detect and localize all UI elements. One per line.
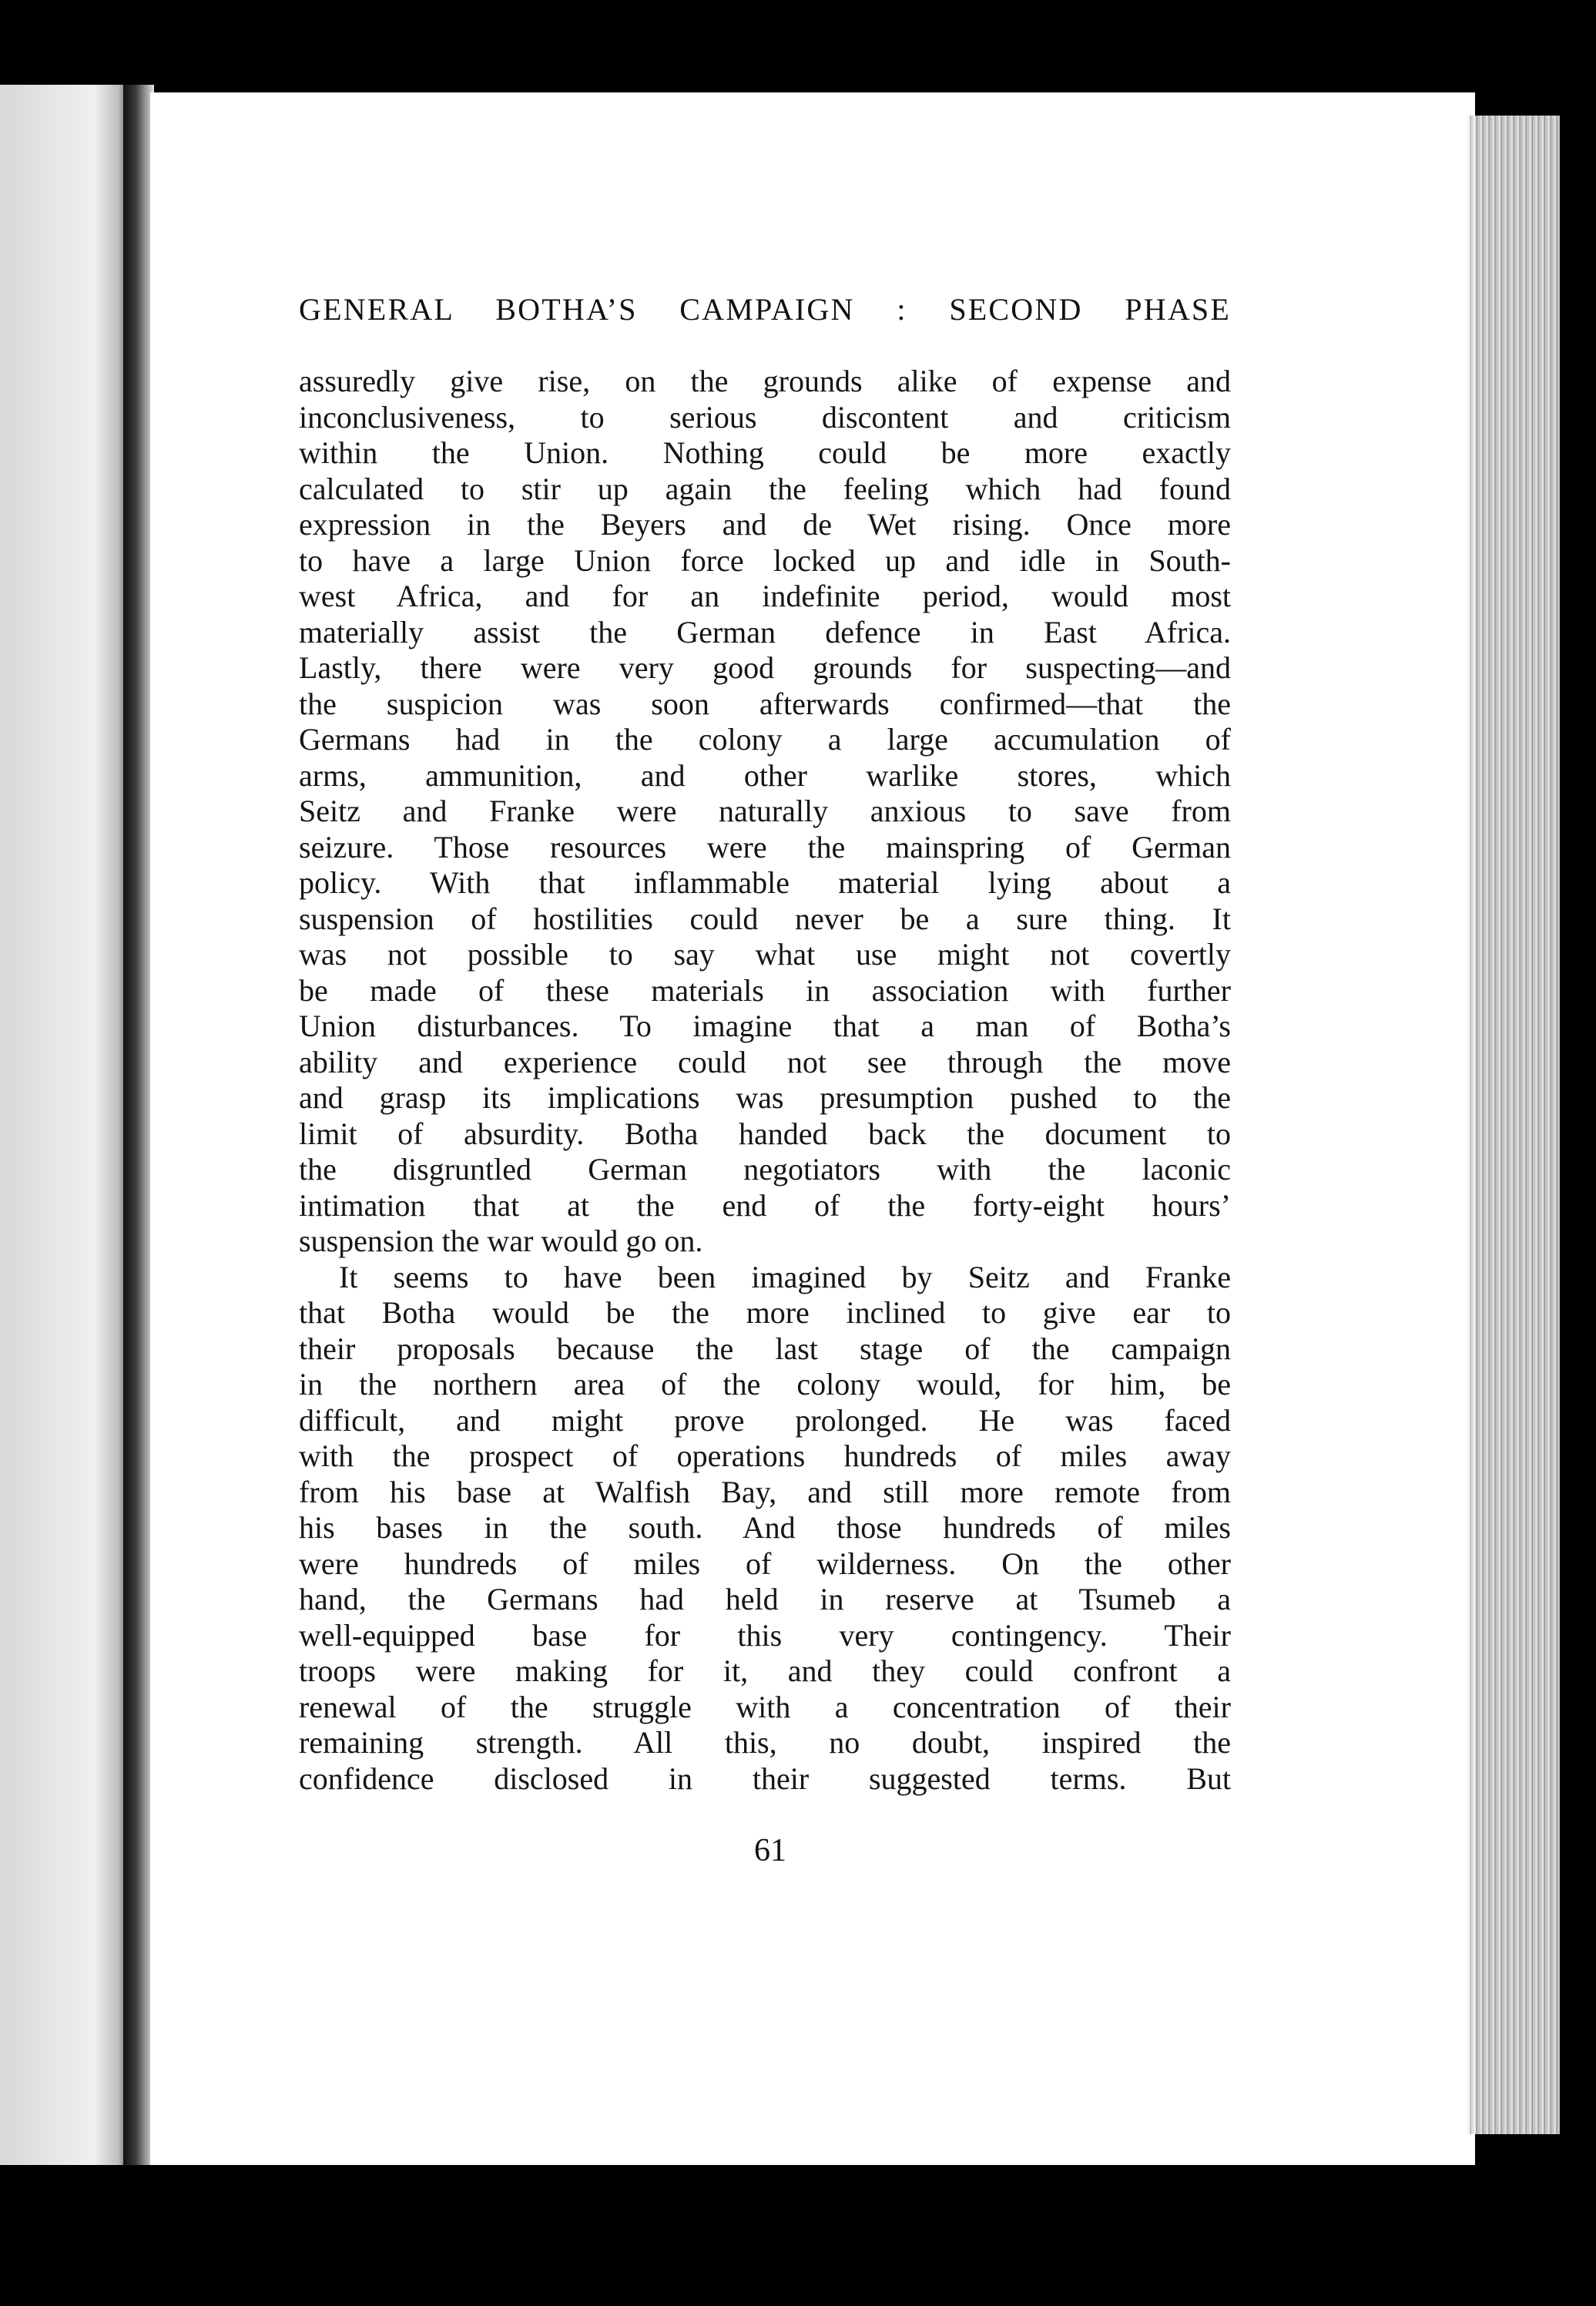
body-text [299, 364, 1231, 1797]
text-line: Seitz and Franke were naturally anxious to save from [299, 794, 1231, 828]
text-line: and grasp its implications was presumption pushed to the [299, 1080, 1231, 1115]
text-line: troops were making for it, and they could confront a [299, 1653, 1231, 1688]
text-line: intimation that at the end of the forty-eight hours’ [299, 1187, 1231, 1223]
text-line: west Africa, and for an indefinite period, would most [299, 579, 1231, 613]
page-number: 61 [754, 1833, 786, 1868]
text-line: inconclusiveness, to serious discontent and criticism [299, 399, 1231, 435]
text-line: Germans had in the colony a large accumulation of [299, 722, 1231, 757]
text-line: remaining strength. All this, no doubt, inspired the [299, 1725, 1231, 1760]
text-line: expression in the Beyers and de Wet rising. Once more [299, 507, 1231, 542]
text-line: ability and experience could not see through the move [299, 1044, 1231, 1079]
text-line: Union disturbances. To imagine that a man of Botha’s [299, 1009, 1231, 1043]
text-line: was not possible to say what use might not covertly [299, 937, 1231, 972]
text-line: in the northern area of the colony would, for him, be [299, 1367, 1231, 1401]
text-line: well-equipped base for this very contingency. Their [299, 1617, 1231, 1653]
paragraph-start-line: It seems to have been imagined by Seitz and Franke [339, 1259, 1231, 1294]
book-gutter [123, 85, 154, 2165]
text-line: the disgruntled German negotiators with the laconic [299, 1152, 1231, 1187]
text-line: materially assist the German defence in East Africa. [299, 614, 1231, 650]
page-fore-edge [1467, 116, 1560, 2134]
facing-page-edge [0, 85, 135, 2165]
paragraph-end-line: suspension the war would go on. [299, 1223, 703, 1258]
text-line: difficult, and might prove prolonged. He was faced [299, 1402, 1231, 1438]
text-line: his bases in the south. And those hundreds of miles [299, 1510, 1231, 1545]
text-line: be made of these materials in association with further [299, 972, 1231, 1008]
text-line: that Botha would be the more inclined to give ear to [299, 1295, 1231, 1330]
text-line: the suspicion was soon afterwards confirmed—that the [299, 686, 1231, 721]
running-head: GENERAL BOTHA’S CAMPAIGN : SECOND PHASE [299, 292, 1231, 327]
text-line: confidence disclosed in their suggested terms. But [299, 1761, 1231, 1796]
text-line: seizure. Those resources were the mainspring of German [299, 829, 1231, 864]
text-line: with the prospect of operations hundreds of miles away [299, 1438, 1231, 1473]
text-line: assuredly give rise, on the grounds alike of expense and [299, 364, 1231, 398]
text-line: suspension of hostilities could never be a sure thing. It [299, 901, 1231, 936]
text-line: arms, ammunition, and other warlike stores, which [299, 757, 1231, 793]
text-line: their proposals because the last stage of the campaign [299, 1331, 1231, 1366]
text-line: from his base at Walfish Bay, and still more remote from [299, 1474, 1231, 1509]
text-line: policy. With that inflammable material lying about a [299, 865, 1231, 900]
text-line: within the Union. Nothing could be more exactly [299, 435, 1231, 470]
text-line: Lastly, there were very good grounds for suspecting—and [299, 650, 1231, 685]
text-line: calculated to stir up again the feeling which had found [299, 471, 1231, 506]
text-line: to have a large Union force locked up and idle in South- [299, 542, 1231, 578]
text-line: renewal of the struggle with a concentration of their [299, 1689, 1231, 1724]
text-line: were hundreds of miles of wilderness. On the other [299, 1546, 1231, 1581]
text-line: limit of absurdity. Botha handed back the document to [299, 1116, 1231, 1151]
text-line: hand, the Germans had held in reserve at Tsumeb a [299, 1582, 1231, 1616]
